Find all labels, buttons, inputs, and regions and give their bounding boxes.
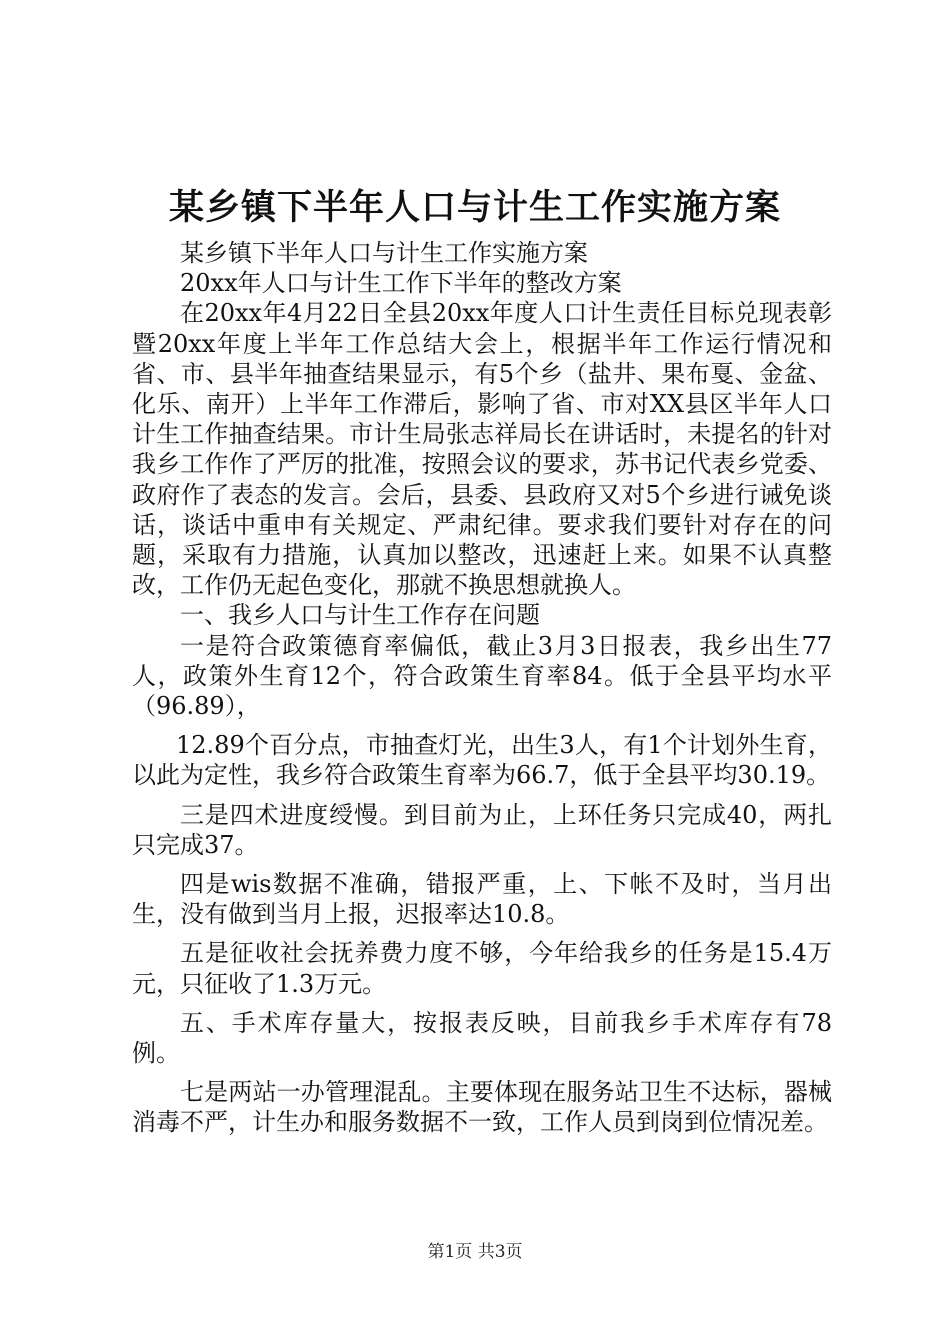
paragraph-gap [132, 1068, 832, 1077]
paragraph-item-3: 三是四术进度绶慢。到目前为止，上环任务只完成40，两扎只完成37。 [132, 800, 832, 859]
paragraph-item-5: 五是征收社会抚养费力度不够，今年给我乡的任务是15.4万元，只征收了1.3万元。 [132, 939, 832, 998]
paragraph-item-7: 七是两站一办管理混乱。主要体现在服务站卫生不达标，器械消毒不严，计生办和服务数据不一致，工作人员到岗到位情况差。 [132, 1078, 832, 1137]
paragraph-item-4: 四是wis数据不准确，错报严重，上、下帐不及时，当月出生，没有做到当月上报，迟报率达10.8。 [132, 870, 832, 929]
section-heading-problems: 一、我乡人口与计生工作存在问题 [180, 601, 540, 630]
paragraph-item-1: 一是符合政策德育率偏低，截止3月3日报表，我乡出生77人，政策外生育12个，符合政策生育率84。低于全县平均水平（96.89）， [132, 631, 832, 721]
paragraph-gap [132, 860, 832, 869]
paragraph-gap [132, 791, 832, 800]
paragraph-gap [132, 929, 832, 938]
paragraph-gap [132, 721, 832, 730]
paragraph-gap [132, 999, 832, 1008]
paragraph-plan-name: 20xx年人口与计生工作下半年的整改方案 [180, 269, 622, 298]
paragraph-intro: 在20xx年4月22日全县20xx年度人口计生责任目标兑现表彰暨20xx年度上半年工作总结大会上，根据半年工作运行情况和省、市、县半年抽查结果显示，有5个乡（盐井、果布戛、金盆、化乐、南开）上半年工作滞后，影响了省、市对XX县区半年人口计生工作抽查结果。市计生局张志祥局长在讲话时，未提名的针对我乡工作作了严厉的批准，按照会议的要求，苏书记代表乡党委、政府作了表态的发言。会后，县委、县政府又对5个乡进行诫免谈话，谈话中重申有关规定、严肃纪律。要求我们要针对存在的问题，采取有力措施，认真加以整改，迅速赶上来。如果不认真整改，工作仍无起色变化，那就不换思想就换人。 [132, 299, 832, 600]
paragraph-subtitle: 某乡镇下半年人口与计生工作实施方案 [180, 239, 588, 267]
page-footer: 第1页 共3页 [427, 1242, 523, 1262]
document-body [132, 238, 832, 1138]
paragraph-item-2: 12.89个百分点，市抽查灯光，出生3人，有1个计划外生育，以此为定性，我乡符合政策生育率为66.7，低于全县平均30.19。 [132, 731, 832, 790]
paragraph-item-6: 五、手术库存量大，按报表反映，目前我乡手术库存有78例。 [132, 1008, 832, 1068]
document-title: 某乡镇下半年人口与计生工作实施方案 [168, 187, 781, 228]
